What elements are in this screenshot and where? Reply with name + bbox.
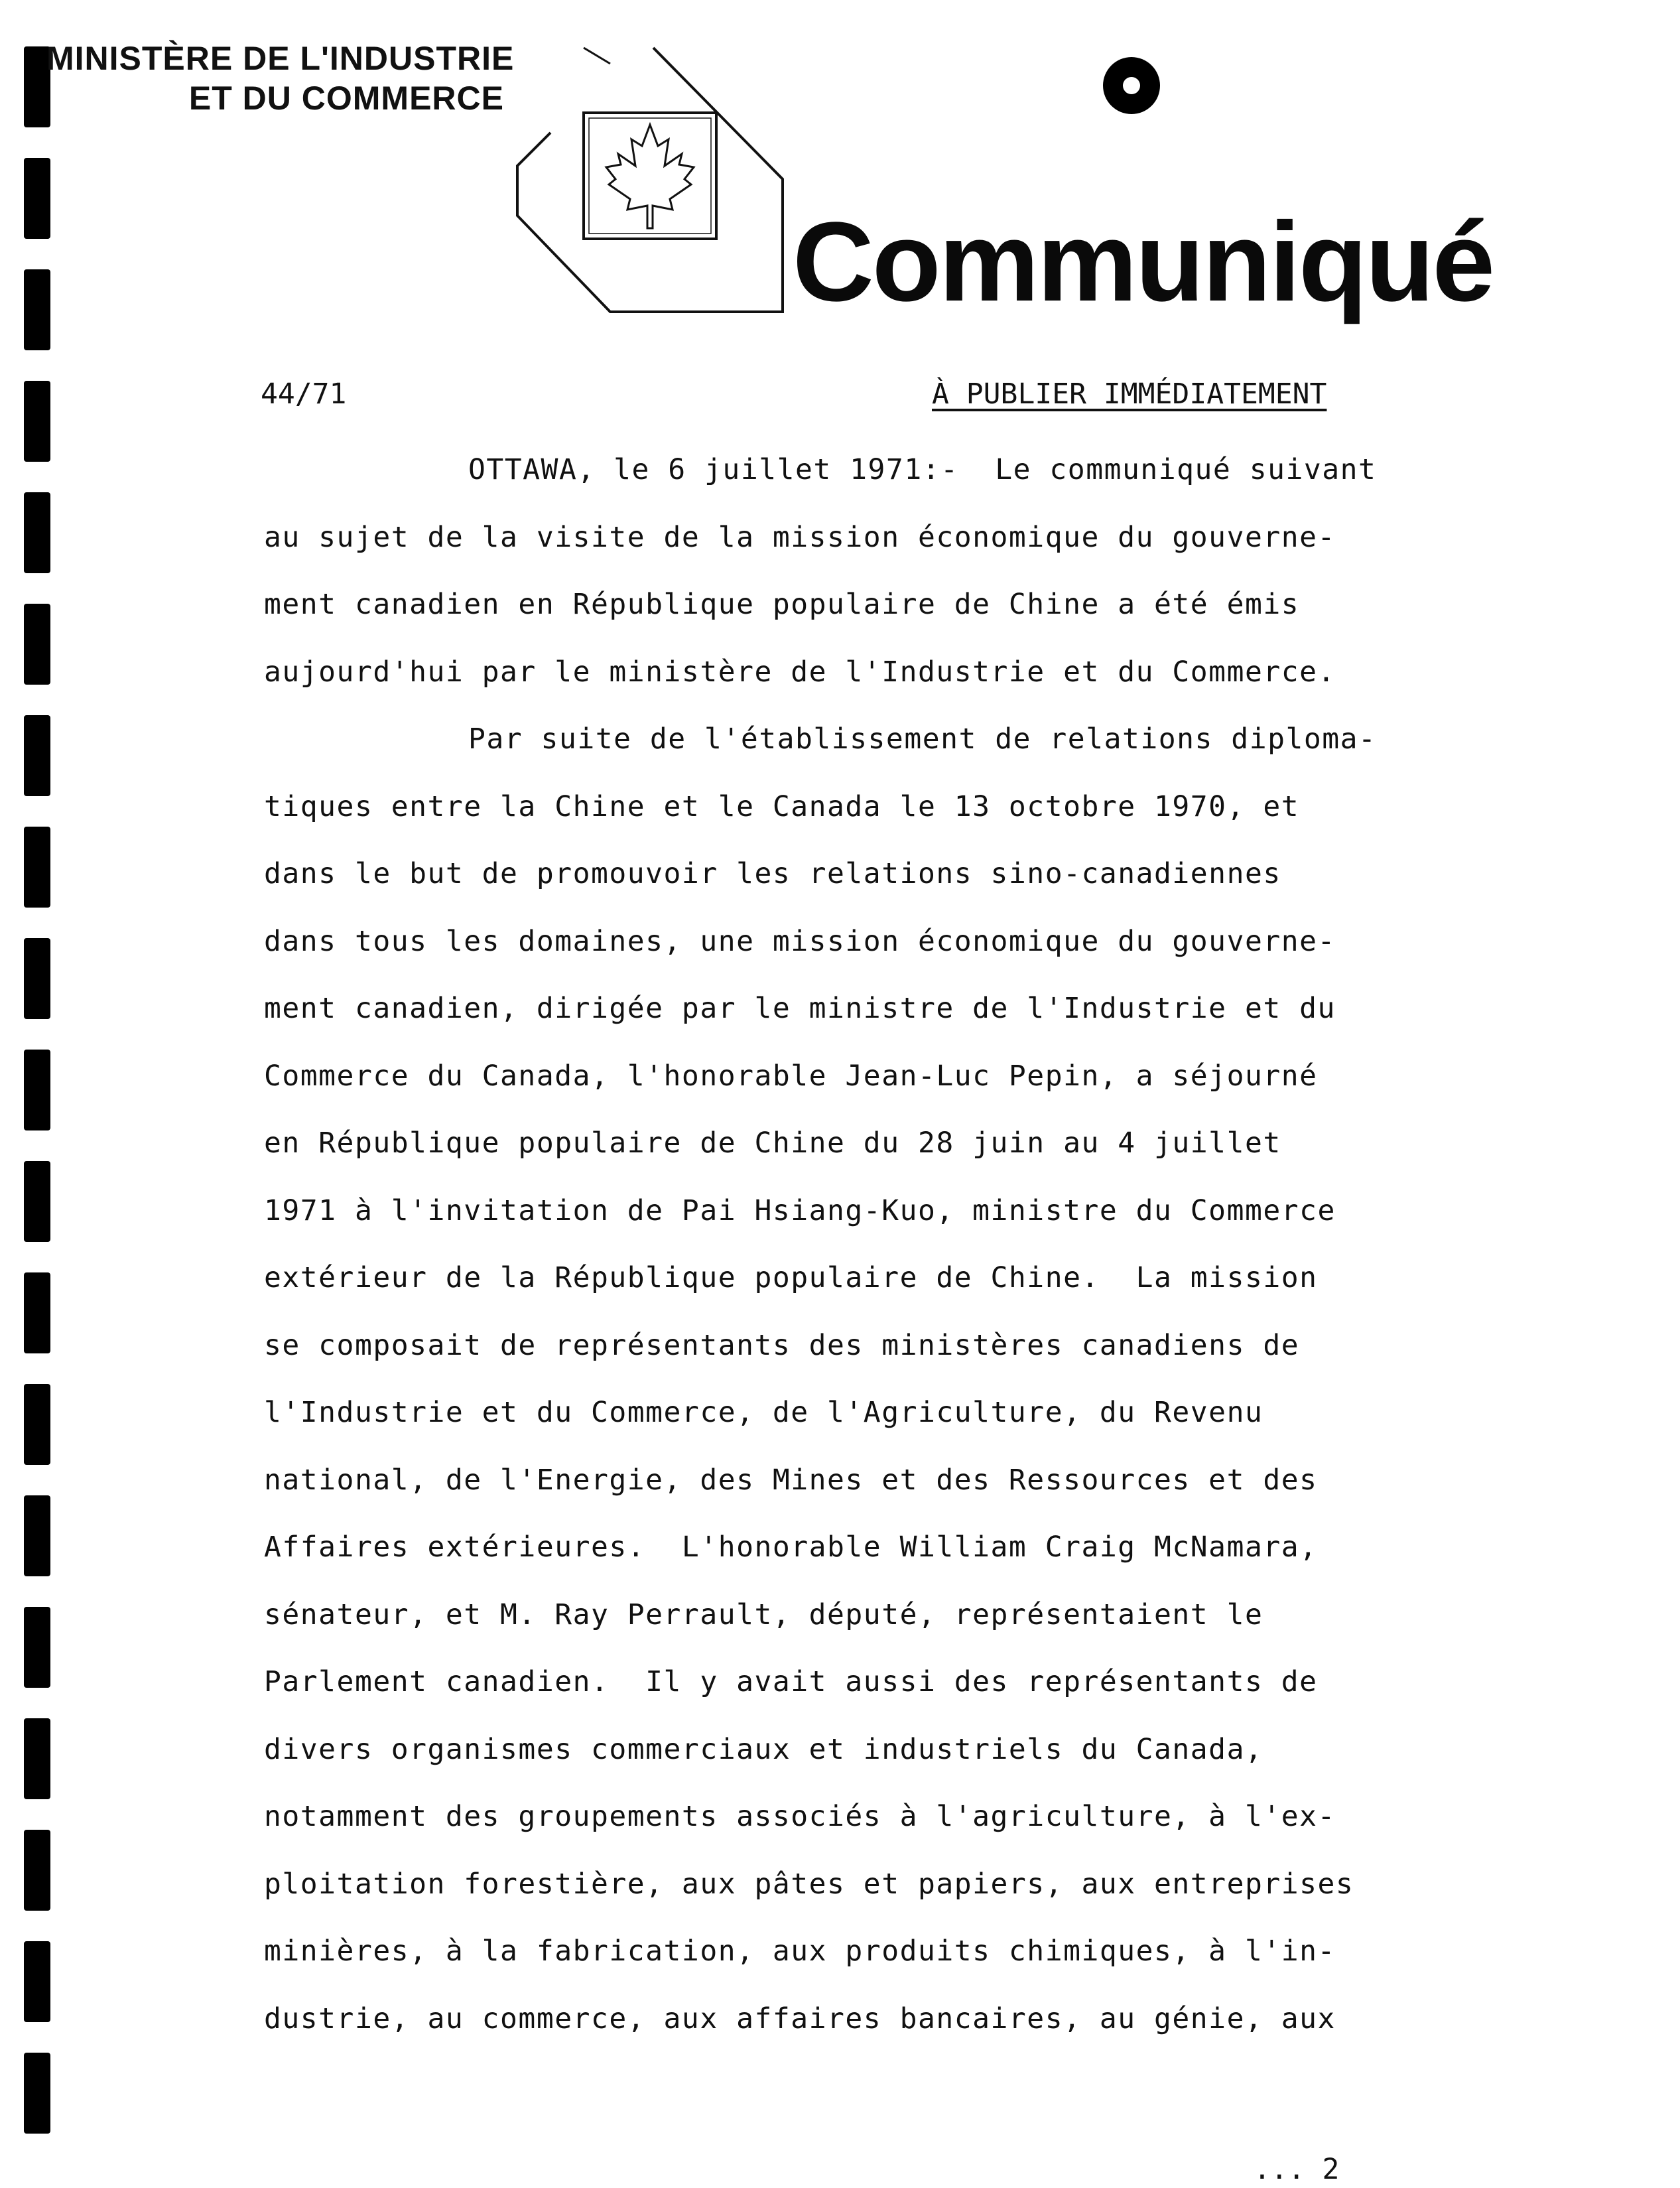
binder-hole (24, 492, 50, 573)
text-line: se composait de représentants des ministères canadiens de (264, 1328, 1300, 1362)
text-line: minières, à la fabrication, aux produits chimiques, à l'in- (264, 1935, 1336, 1968)
text-line: en République populaire de Chine du 28 juin au 4 juillet (264, 1127, 1281, 1160)
ministry-name (46, 38, 515, 118)
binder-hole (24, 1384, 50, 1465)
text-line: national, de l'Energie, des Mines et des Ressources et des (264, 1463, 1318, 1497)
binder-hole (24, 158, 50, 239)
release-notice: À PUBLIER IMMÉDIATEMENT (932, 377, 1327, 411)
binder-hole (24, 1272, 50, 1353)
text-line: tiques entre la Chine et le Canada le 13 octobre 1970, et (264, 789, 1300, 823)
binder-hole (24, 604, 50, 685)
text-line: l'Industrie et du Commerce, de l'Agriculture, du Revenu (264, 1396, 1263, 1429)
binder-hole (24, 715, 50, 796)
body-text (264, 451, 1511, 2067)
binder-hole (24, 1050, 50, 1130)
ministry-line-2: ET DU COMMERCE (188, 80, 504, 117)
reference-number: 44/71 (261, 377, 347, 411)
text-line: 1971 à l'invitation de Pai Hsiang-Kuo, ministre du Commerce (264, 1194, 1336, 1227)
binder-hole (24, 938, 50, 1019)
binder-hole (24, 381, 50, 462)
text-line: Commerce du Canada, l'honorable Jean-Luc Pepin, a séjourné (264, 1059, 1318, 1093)
text-line: ploitation forestière, aux pâtes et papiers, aux entreprises (264, 1867, 1354, 1901)
text-line: sénateur, et M. Ray Perrault, député, représentaient le (264, 1598, 1263, 1631)
ministry-line-1: MINISTÈRE DE L'INDUSTRIE (46, 40, 515, 77)
text-line: divers organismes commerciaux et industriels du Canada, (264, 1732, 1263, 1766)
maple-leaf-icon (511, 40, 803, 318)
page-title: Communiqué (793, 199, 1494, 325)
text-line: aujourd'hui par le ministère de l'Industrie et du Commerce. (264, 655, 1336, 689)
text-line: dans le but de promouvoir les relations sino-canadiennes (264, 857, 1281, 890)
binder-hole (24, 827, 50, 908)
text-line: Par suite de l'établissement de relations diploma- (468, 722, 1377, 756)
page-continuation: ... 2 (1254, 2153, 1340, 2186)
binder-hole (24, 2053, 50, 2134)
binder-hole (24, 269, 50, 350)
seal-mark (1103, 57, 1160, 114)
text-line: OTTAWA, le 6 juillet 1971:- Le communiqué suivant (468, 453, 1377, 486)
binder-hole (24, 1718, 50, 1799)
binder-hole (24, 1830, 50, 1911)
text-line: dustrie, au commerce, aux affaires bancaires, au génie, aux (264, 2002, 1336, 2035)
text-line: ment canadien en République populaire de Chine a été émis (264, 588, 1300, 621)
binder-hole (24, 1495, 50, 1576)
text-line: Affaires extérieures. L'honorable William Craig McNamara, (264, 1531, 1318, 1564)
text-line: Parlement canadien. Il y avait aussi des représentants de (264, 1665, 1318, 1698)
text-line: extérieur de la République populaire de Chine. La mission (264, 1261, 1318, 1294)
binder-hole (24, 1941, 50, 2022)
binder-holes (24, 46, 50, 2169)
text-line: au sujet de la visite de la mission économique du gouverne- (264, 520, 1336, 554)
binder-hole (24, 1161, 50, 1242)
text-line: dans tous les domaines, une mission économique du gouverne- (264, 924, 1336, 958)
text-line: ment canadien, dirigée par le ministre de l'Industrie et du (264, 992, 1336, 1025)
binder-hole (24, 1607, 50, 1688)
text-line: notamment des groupements associés à l'agriculture, à l'ex- (264, 1800, 1336, 1833)
